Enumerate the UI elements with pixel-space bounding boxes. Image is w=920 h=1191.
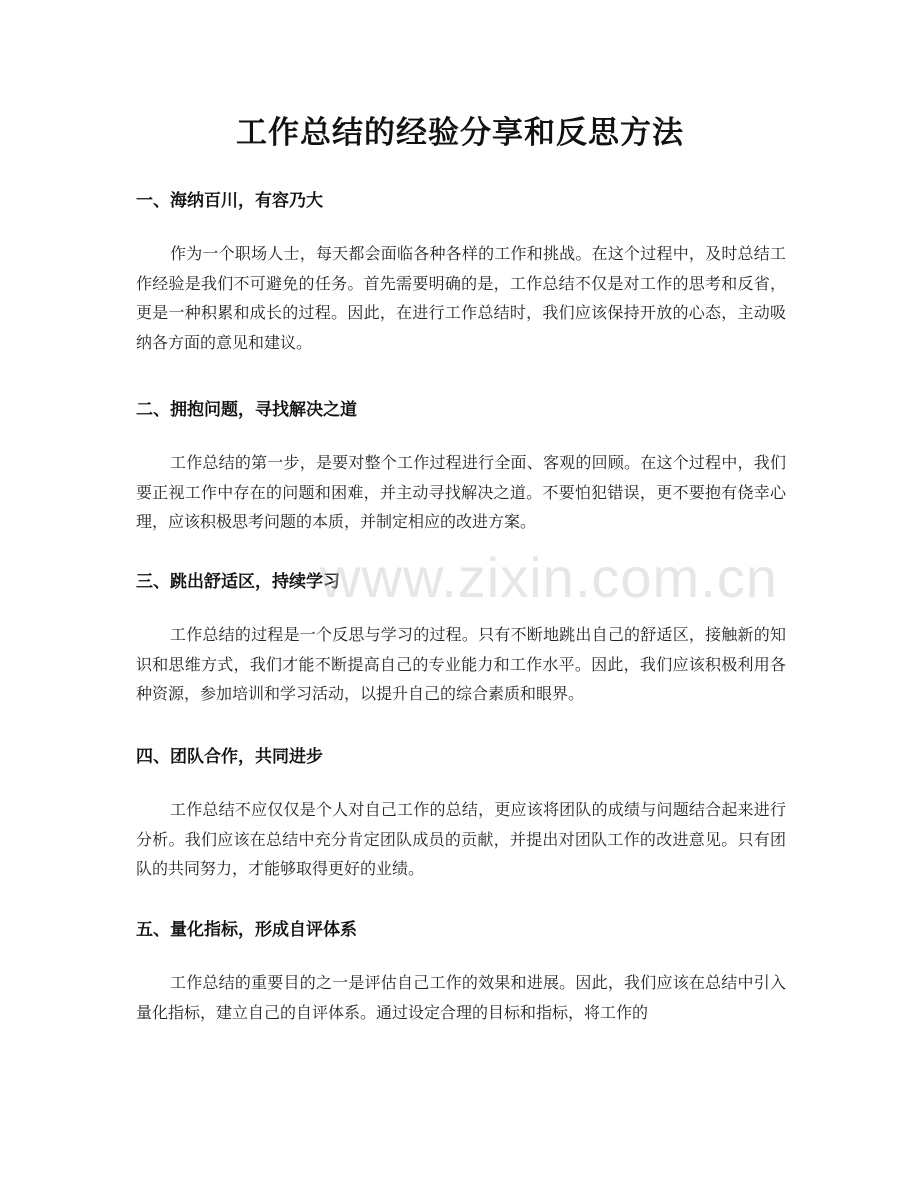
section-heading: 四、团队合作，共同进步 (136, 747, 323, 767)
section-heading: 三、跳出舒适区，持续学习 (136, 572, 340, 592)
section-paragraph: 工作总结不应仅仅是个人对自己工作的总结，更应该将团队的成绩与问题结合起来进行分析。我们应该在总结中充分肯定团队成员的贡献，并提出对团队工作的改进意见。只有团队的共同努力，才能够取得更好的业绩。 (136, 800, 786, 879)
section-heading: 二、拥抱问题，寻找解决之道 (136, 400, 357, 420)
section-5 (136, 918, 786, 1027)
section-paragraph: 工作总结的第一步，是要对整个工作过程进行全面、客观的回顾。在这个过程中，我们要正视工作中存在的问题和困难，并主动寻找解决之道。不要怕犯错误，更不要抱有侥幸心理，应该积极思考问题的本质，并制定相应的改进方案。 (136, 453, 786, 532)
section-heading: 一、海纳百川，有容乃大 (136, 191, 323, 211)
section-paragraph: 工作总结的重要目的之一是评估自己工作的效果和进展。因此，我们应该在总结中引入量化指标，建立自己的自评体系。通过设定合理的目标和指标，将工作的 (136, 973, 786, 1022)
document-title: 工作总结的经验分享和反思方法 (236, 115, 684, 151)
section-2 (136, 398, 786, 537)
section-heading: 五、量化指标，形成自评体系 (136, 920, 357, 940)
watermark: www.zixin.com.cn (320, 546, 778, 609)
section-1 (136, 189, 786, 358)
section-paragraph: 作为一个职场人士，每天都会面临各种各样的工作和挑战。在这个过程中，及时总结工作经验是我们不可避免的任务。首先需要明确的是，工作总结不仅是对工作的思考和反省，更是一种积累和成长的过程。因此，在进行工作总结时，我们应该保持开放的心态，主动吸纳各方面的意见和建议。 (136, 244, 786, 353)
section-3 (136, 570, 786, 709)
section-4 (136, 745, 786, 884)
section-paragraph: 工作总结的过程是一个反思与学习的过程。只有不断地跳出自己的舒适区，接触新的知识和思维方式，我们才能不断提高自己的专业能力和工作水平。因此，我们应该积极利用各种资源，参加培训和学习活动，以提升自己的综合素质和眼界。 (136, 625, 786, 704)
